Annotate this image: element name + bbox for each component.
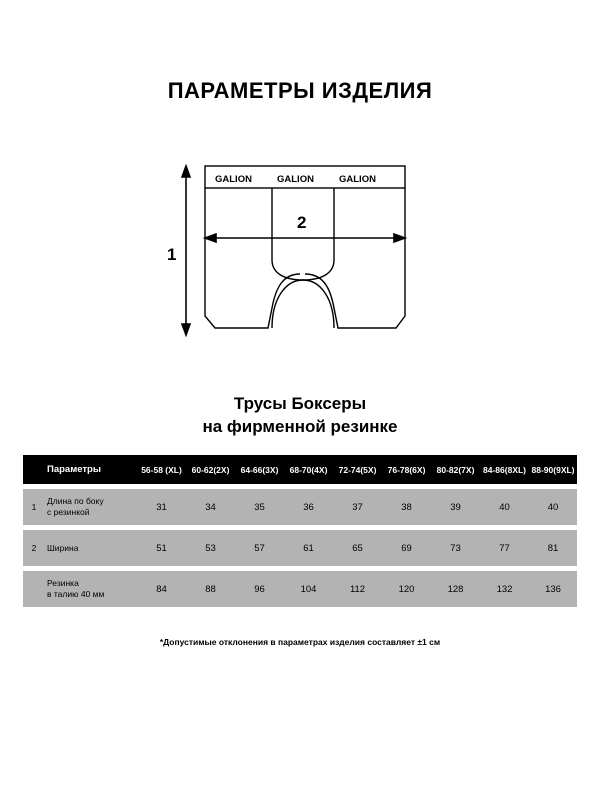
waistband-label-2: GALION <box>277 174 314 185</box>
header-size-2: 60-62(2X) <box>191 464 230 475</box>
row-label-line2: в талию 40 мм <box>47 589 105 599</box>
cell-value: 104 <box>300 583 317 595</box>
product-subtitle <box>0 392 600 438</box>
cell-value: 69 <box>401 542 412 554</box>
row-label-line1: Длина по боку <box>47 496 104 506</box>
cell-value: 40 <box>547 501 559 513</box>
header-size-1: 56-58 (XL) <box>141 464 182 475</box>
footnote: *Допустимые отклонения в параметрах изделия составляет ±1 см <box>159 637 441 647</box>
cell-value: 37 <box>352 501 363 513</box>
waistband-label-3: GALION <box>339 174 376 185</box>
product-subtitle-line1: Трусы Боксеры <box>233 394 367 413</box>
cell-value: 39 <box>450 501 461 513</box>
size-table-body <box>23 484 577 607</box>
row-label-line2: с резинкой <box>47 507 90 517</box>
cell-value: 132 <box>496 583 513 595</box>
page-title: ПАРАМЕТРЫ ИЗДЕЛИЯ <box>167 78 433 103</box>
product-subtitle-line2: на фирменной резинке <box>202 417 398 436</box>
cell-value: 36 <box>303 501 314 513</box>
cell-value: 88 <box>205 583 216 595</box>
row-label-line1: Ширина <box>47 542 79 553</box>
cell-value: 120 <box>398 583 415 595</box>
header-size-9: 88-90(9XL) <box>531 464 575 475</box>
measure-marker-horizontal: 2 <box>297 213 307 232</box>
header-size-4: 68-70(4X) <box>289 464 328 475</box>
cell-value: 112 <box>349 583 366 595</box>
cell-value: 57 <box>254 542 265 554</box>
row-label <box>45 530 137 566</box>
cell-value: 53 <box>205 542 216 554</box>
cell-value: 31 <box>156 501 167 513</box>
cell-value: 34 <box>205 501 216 513</box>
cell-value: 73 <box>450 542 461 554</box>
cell-value: 128 <box>447 583 464 595</box>
size-table <box>23 455 577 607</box>
cell-value: 84 <box>156 583 167 595</box>
cell-value: 81 <box>547 542 559 554</box>
row-index: 2 <box>31 543 37 553</box>
row-index <box>23 571 45 607</box>
size-table-header <box>23 455 577 484</box>
cell-value: 40 <box>499 501 510 513</box>
cell-value: 61 <box>303 542 314 554</box>
row-label <box>45 571 137 607</box>
header-size-6: 76-78(6X) <box>387 464 426 475</box>
cell-value: 38 <box>401 501 412 513</box>
cell-value: 51 <box>156 542 167 554</box>
table-header-row <box>23 455 577 484</box>
header-size-3: 64-66(3X) <box>240 464 279 475</box>
row-label-line1: Резинка <box>47 578 79 588</box>
row-index: 1 <box>31 502 37 512</box>
header-size-8: 84-86(8XL) <box>483 464 527 475</box>
measure-marker-vertical: 1 <box>167 245 177 264</box>
row-label <box>45 489 137 525</box>
cell-value: 136 <box>545 583 561 595</box>
product-diagram <box>0 140 600 365</box>
header-size-7: 80-82(7X) <box>436 464 475 475</box>
header-size-5: 72-74(5X) <box>338 464 377 475</box>
table-row <box>23 489 577 525</box>
cell-value: 35 <box>254 501 265 513</box>
cell-value: 77 <box>499 542 510 554</box>
waistband-label-1: GALION <box>215 174 252 185</box>
header-parameters: Параметры <box>47 464 101 475</box>
cell-value: 65 <box>352 542 363 554</box>
table-row <box>23 530 577 566</box>
table-row <box>23 571 577 607</box>
cell-value: 96 <box>254 583 265 595</box>
